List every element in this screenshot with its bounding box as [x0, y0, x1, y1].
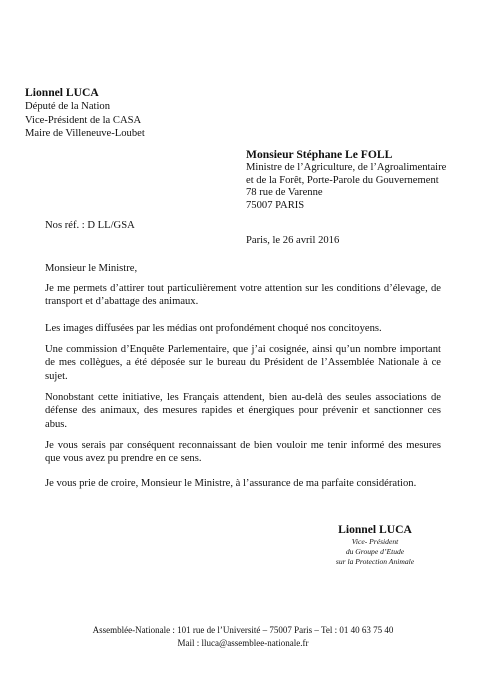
recipient-name: Monsieur Stéphane Le FOLL — [246, 148, 393, 161]
signature-block — [330, 523, 420, 567]
sender-block — [25, 86, 145, 141]
recipient-line: et de la Forêt, Porte-Parole du Gouvernement — [246, 174, 439, 186]
recipient-line: 78 rue de Varenne — [246, 187, 323, 199]
sender-title-line: Maire de Villeneuve-Loubet — [25, 128, 145, 140]
signature-role-line: du Groupe d’Etude — [345, 547, 405, 556]
recipient-line: Ministre de l’Agriculture, de l’Agroalimentaire — [246, 162, 447, 173]
body-paragraph: Je vous prie de croire, Monsieur le Ministre, à l’assurance de ma parfaite considération. — [45, 478, 417, 489]
body-paragraph: Nonobstant cette initiative, les Français attendent, bien au-delà des seules associations de défense des animaux, des mesures rapides et énergiques pour prévenir et sanctionner ces abus. — [45, 392, 441, 430]
sender-title-line: Député de la Nation — [25, 101, 111, 112]
body-paragraph: Les images diffusées par les médias ont profondément choqué nos concitoyens. — [45, 323, 382, 334]
letter-date: Paris, le 26 avril 2016 — [246, 235, 340, 246]
signature-role-line: Vice- Président — [351, 537, 399, 546]
signature-role-line: sur la Protection Animale — [335, 557, 415, 566]
sender-title-line: Vice-Président de la CASA — [25, 114, 142, 126]
footer-mail: Mail : lluca@assemblee-nationale.fr — [177, 637, 309, 648]
recipient-block — [246, 148, 446, 212]
signature-name: Lionnel LUCA — [338, 523, 412, 536]
body-paragraph: Je me permets d’attirer tout particulièrement votre attention sur les conditions d’élevage, de transport et d’abattage des animaux. — [45, 283, 441, 308]
recipient-line: 75007 PARIS — [246, 199, 305, 211]
footer-address: Assemblée-Nationale : 101 rue de l’Université – 75007 Paris – Tel : 01 40 63 75 40 — [92, 625, 394, 635]
reference: Nos réf. : D LL/GSA — [45, 220, 135, 231]
footer — [0, 624, 486, 649]
body-paragraph: Je vous serais par conséquent reconnaissant de bien vouloir me tenir informé des mesures que vous avez pu prendre en ce sens. — [45, 440, 441, 465]
body-paragraph: Une commission d’Enquête Parlementaire, que j’ai cosignée, ainsi qu’un nombre important de mes collègues, a été déposée sur le bureau du Président de l’Assemblée Nationale à ce sujet. — [45, 344, 441, 382]
salutation: Monsieur le Ministre, — [45, 263, 138, 274]
sender-name: Lionnel LUCA — [25, 86, 99, 99]
